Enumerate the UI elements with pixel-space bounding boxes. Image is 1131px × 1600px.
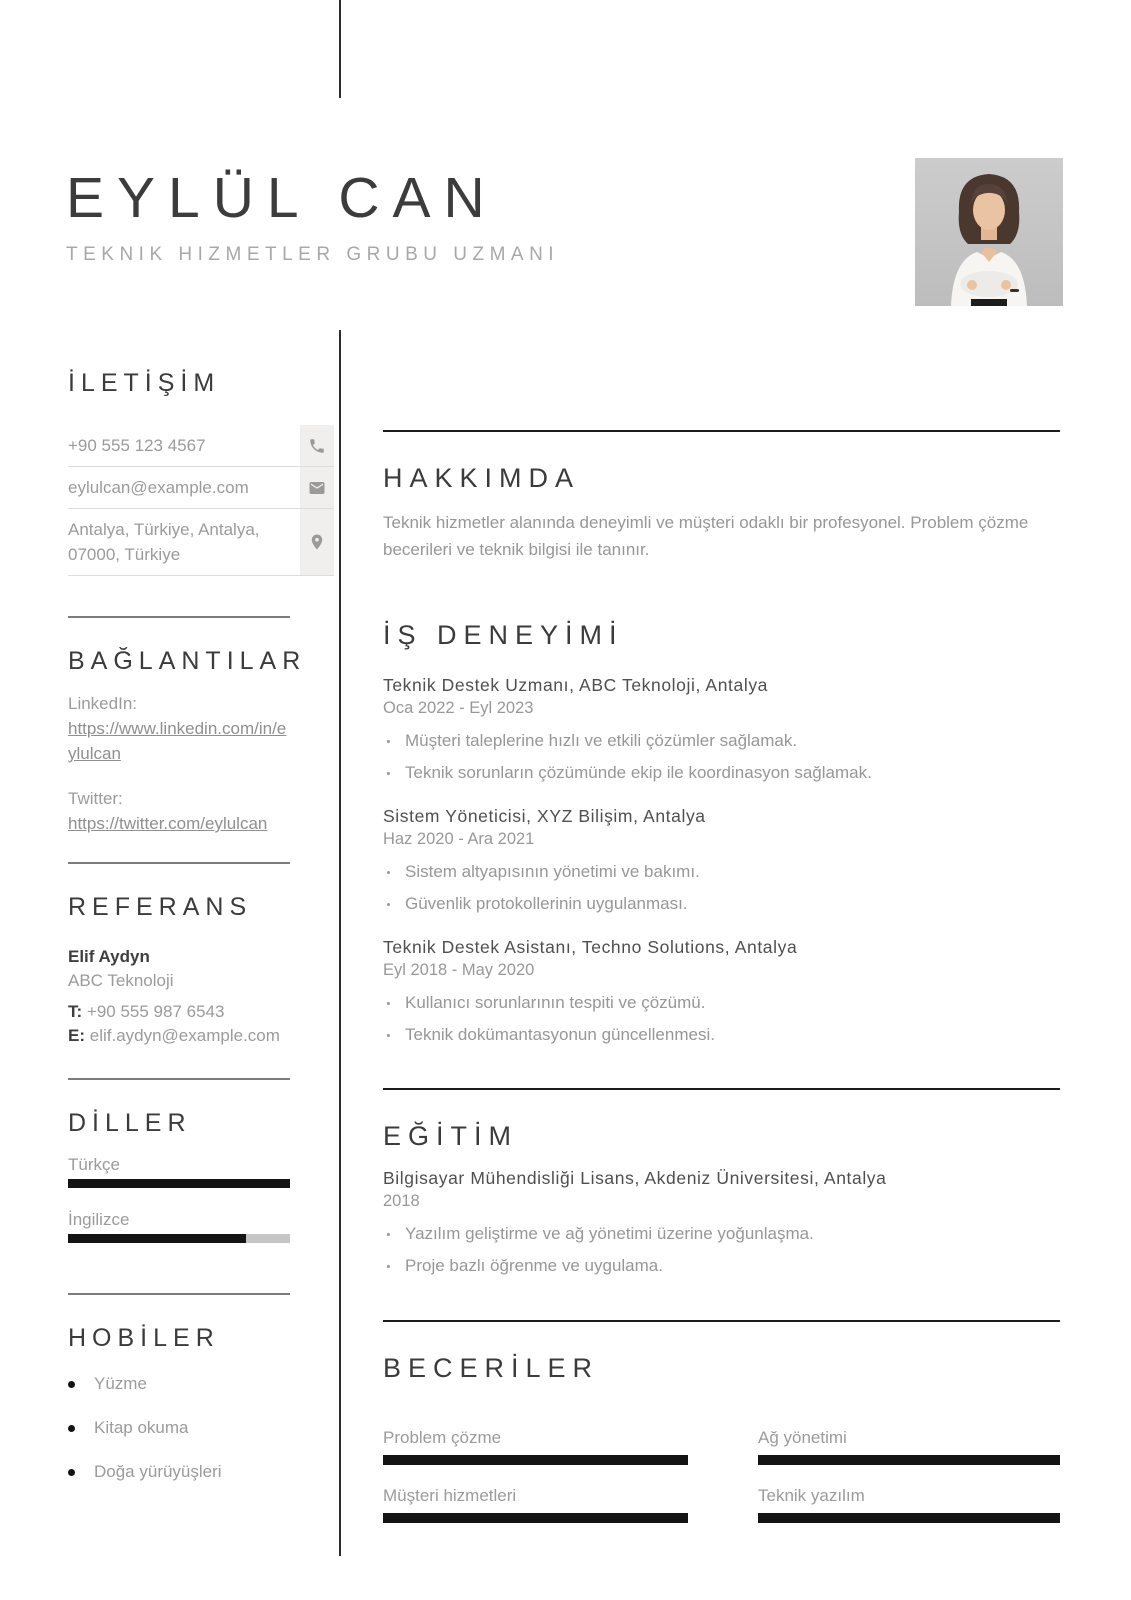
- hobby-label: Yüzme: [94, 1374, 147, 1393]
- education-entry: [383, 1167, 1060, 1278]
- reference-phone-value: +90 555 987 6543: [86, 1002, 225, 1021]
- skills-grid: [383, 1427, 1060, 1523]
- contact-row-phone: [68, 425, 334, 467]
- skill-level-fill: [383, 1455, 688, 1465]
- education-bullet: [383, 1254, 1060, 1278]
- skill-name: Problem çözme: [383, 1428, 502, 1447]
- skill-level-bar: [383, 1513, 688, 1523]
- bullet-icon: [387, 1265, 390, 1268]
- reference-email-value: elif.aydyn@example.com: [89, 1026, 280, 1045]
- job-title: Teknik Destek Asistanı, Techno Solutions, Antalya: [383, 937, 798, 957]
- hobby-item: [68, 1418, 334, 1438]
- skill-level-fill: [758, 1513, 1060, 1523]
- link-item-twitter: [68, 786, 334, 836]
- links-section-heading: BAĞLANTILAR: [68, 647, 307, 675]
- skill-item: [383, 1427, 688, 1465]
- reference-phone-label: T:: [68, 1002, 83, 1021]
- person-job-title: TEKNIK HIZMETLER GRUBU UZMANI: [66, 244, 560, 265]
- languages-section-heading: DİLLER: [68, 1109, 192, 1137]
- email-address: eylulcan@example.com: [68, 478, 249, 497]
- location-icon: [300, 509, 334, 575]
- skill-level-bar: [383, 1455, 688, 1465]
- hobby-label: Kitap okuma: [94, 1418, 189, 1437]
- job-bullet-text: Güvenlik protokollerinin uygulanması.: [405, 894, 688, 913]
- mail-icon: [300, 467, 334, 508]
- reference-company: ABC Teknoloji: [68, 971, 174, 990]
- hobby-item: [68, 1374, 334, 1394]
- hobbies-list: [68, 1374, 334, 1482]
- education-dates: 2018: [383, 1192, 420, 1210]
- top-divider-line: [339, 0, 341, 98]
- education-bullet: [383, 1222, 1060, 1246]
- contact-section-heading: İLETİŞİM: [68, 369, 221, 397]
- sidebar-divider: [68, 1078, 290, 1080]
- reference-email-label: E:: [68, 1026, 85, 1045]
- twitter-label: Twitter:: [68, 789, 123, 808]
- job-bullet: [383, 729, 1060, 753]
- skill-name: Müşteri hizmetleri: [383, 1486, 517, 1505]
- language-level-bar: [68, 1179, 290, 1188]
- bullet-icon: [68, 1425, 75, 1432]
- hobby-label: Doğa yürüyüşleri: [94, 1462, 222, 1481]
- language-level-fill: [68, 1234, 246, 1243]
- profile-photo-illustration: [915, 158, 1063, 306]
- job-title: Teknik Destek Uzmanı, ABC Teknoloji, Antalya: [383, 675, 768, 695]
- skill-level-fill: [383, 1513, 688, 1523]
- education-bullet-text: Proje bazlı öğrenme ve uygulama.: [405, 1256, 663, 1275]
- twitter-link[interactable]: https://twitter.com/eylulcan: [68, 814, 268, 833]
- experience-section-heading: İŞ DENEYİMİ: [383, 620, 624, 650]
- header: [66, 166, 559, 266]
- person-name: EYLÜL CAN: [66, 166, 498, 230]
- education-bullet-list: [383, 1222, 1060, 1278]
- skill-level-fill: [758, 1455, 1060, 1465]
- contact-row-address: [68, 509, 334, 576]
- bullet-icon: [387, 1233, 390, 1236]
- bullet-icon: [387, 1034, 390, 1037]
- bullet-icon: [387, 740, 390, 743]
- job-bullet-list: [383, 729, 1060, 785]
- reference-name: Elif Aydyn: [68, 947, 150, 966]
- job-bullet: [383, 991, 1060, 1015]
- experience-entry: [383, 805, 1060, 916]
- hobby-item: [68, 1462, 334, 1482]
- bullet-icon: [387, 871, 390, 874]
- main-divider: [383, 430, 1060, 432]
- language-level-fill: [68, 1179, 290, 1188]
- job-bullet: [383, 761, 1060, 785]
- column-divider-line: [339, 330, 341, 1556]
- sidebar-divider: [68, 616, 290, 618]
- language-level-bar: [68, 1234, 290, 1243]
- job-bullet-text: Kullanıcı sorunlarının tespiti ve çözümü.: [405, 993, 706, 1012]
- sidebar-divider: [68, 1293, 290, 1295]
- phone-icon: [300, 425, 334, 466]
- job-bullet: [383, 860, 1060, 884]
- skill-item: [383, 1485, 688, 1523]
- bullet-icon: [387, 772, 390, 775]
- education-bullet-text: Yazılım geliştirme ve ağ yönetimi üzerine yoğunlaşma.: [405, 1224, 814, 1243]
- main-divider: [383, 1088, 1060, 1090]
- experience-entry: [383, 674, 1060, 785]
- language-item: [68, 1155, 334, 1188]
- experience-entry: [383, 936, 1060, 1047]
- sidebar-divider: [68, 862, 290, 864]
- about-section-heading: HAKKIMDA: [383, 463, 581, 493]
- phone-number: +90 555 123 4567: [68, 436, 206, 455]
- job-bullet-text: Müşteri taleplerine hızlı ve etkili çözümler sağlamak.: [405, 731, 798, 750]
- job-bullet-list: [383, 991, 1060, 1047]
- education-title: Bilgisayar Mühendisliği Lisans, Akdeniz Üniversitesi, Antalya: [383, 1168, 887, 1188]
- reference-email: [68, 1024, 334, 1048]
- job-bullet-text: Teknik dokümantasyonun güncellenmesi.: [405, 1025, 715, 1044]
- linkedin-label: LinkedIn:: [68, 694, 137, 713]
- reference-phone: [68, 1000, 334, 1024]
- job-bullet: [383, 1023, 1060, 1047]
- bullet-icon: [387, 1002, 390, 1005]
- job-dates: Oca 2022 - Eyl 2023: [383, 699, 534, 717]
- skill-name: Teknik yazılım: [758, 1486, 865, 1505]
- bullet-icon: [68, 1381, 75, 1388]
- about-text: Teknik hizmetler alanında deneyimli ve müşteri odaklı bir profesyonel. Problem çözme becerileri ve teknik bilgisi ile tanınır.: [383, 513, 1029, 559]
- link-item-linkedin: [68, 691, 334, 766]
- language-name: İngilizce: [68, 1210, 130, 1229]
- skill-level-bar: [758, 1513, 1060, 1523]
- profile-photo: [915, 158, 1063, 306]
- bullet-icon: [68, 1469, 75, 1476]
- postal-address: Antalya, Türkiye, Antalya, 07000, Türkiye: [68, 520, 260, 564]
- language-name: Türkçe: [68, 1155, 120, 1174]
- language-item: [68, 1210, 334, 1243]
- education-section-heading: EĞİTİM: [383, 1121, 518, 1151]
- bullet-icon: [387, 903, 390, 906]
- job-dates: Haz 2020 - Ara 2021: [383, 830, 535, 848]
- job-dates: Eyl 2018 - May 2020: [383, 961, 535, 979]
- skill-name: Ağ yönetimi: [758, 1428, 847, 1447]
- job-bullet-list: [383, 860, 1060, 916]
- job-bullet-text: Sistem altyapısının yönetimi ve bakımı.: [405, 862, 700, 881]
- contact-list: [68, 425, 334, 576]
- skill-item: [758, 1427, 1060, 1465]
- skill-level-bar: [758, 1455, 1060, 1465]
- job-bullet: [383, 892, 1060, 916]
- reference-section-heading: REFERANS: [68, 893, 253, 921]
- hobbies-section-heading: HOBİLER: [68, 1324, 220, 1352]
- main-divider: [383, 1320, 1060, 1322]
- job-bullet-text: Teknik sorunların çözümünde ekip ile koordinasyon sağlamak.: [405, 763, 872, 782]
- contact-row-email: [68, 467, 334, 509]
- job-title: Sistem Yöneticisi, XYZ Bilişim, Antalya: [383, 806, 706, 826]
- skill-item: [758, 1485, 1060, 1523]
- sidebar: [68, 360, 334, 1506]
- linkedin-link[interactable]: https://www.linkedin.com/in/eylulcan: [68, 719, 287, 763]
- skills-section-heading: BECERİLER: [383, 1353, 600, 1383]
- main-column: [383, 418, 1060, 1523]
